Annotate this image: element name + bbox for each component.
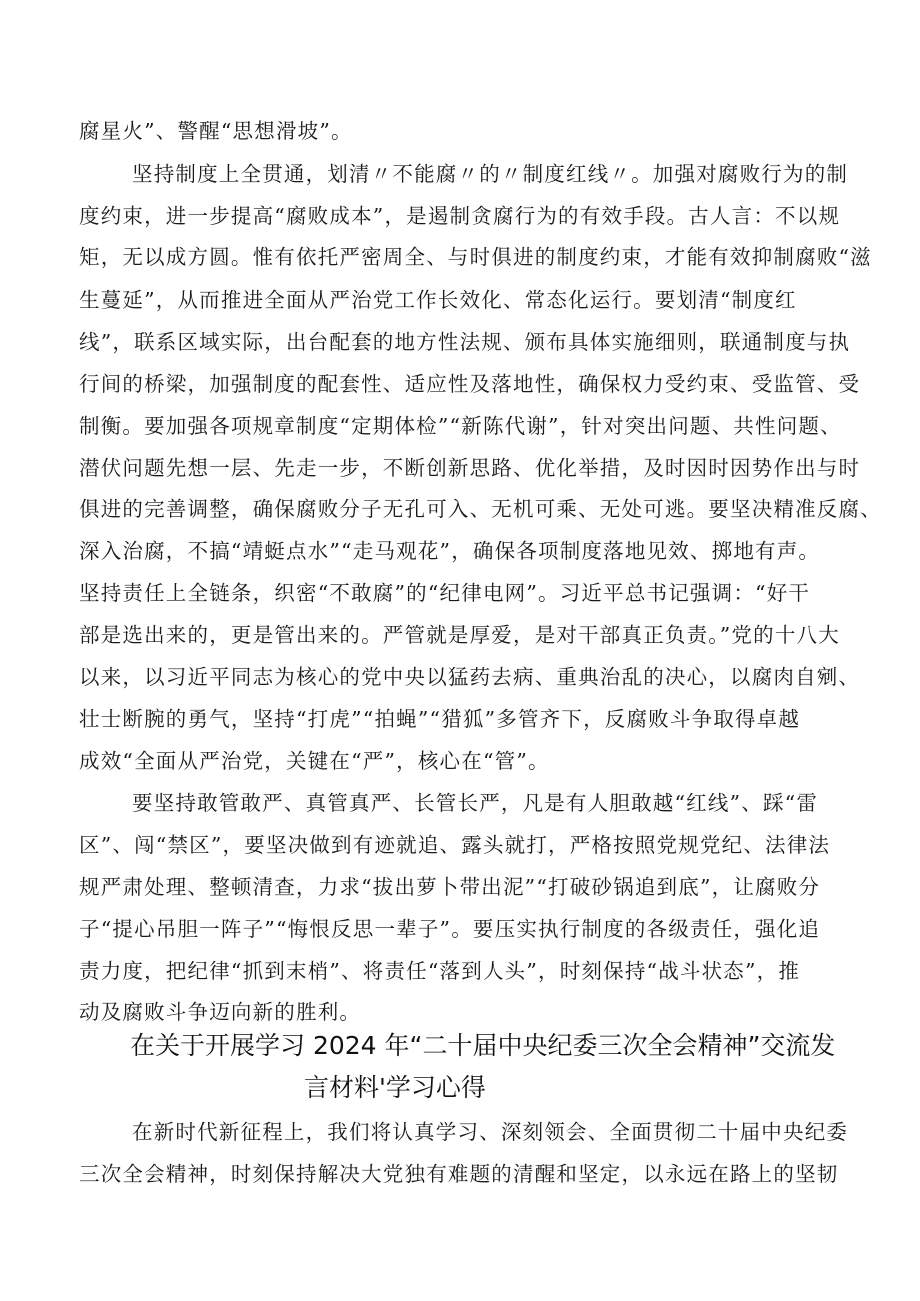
paragraph-line: 度约束，进一步提高“腐败成本”，是遏制贪腐行为的有效手段。古人言：不以规 <box>79 204 841 228</box>
paragraph-line: 坚持制度上全贯通，划清〃不能腐〃的〃制度红线〃。加强对腐败行为的制 <box>132 162 849 186</box>
section-heading-line1: 在关于开展学习 2024 年“二十届中央纪委三次全会精神”交流发 <box>130 1031 836 1060</box>
paragraph-line: 深入治腐，不搞“靖蜓点水”“走马观花”，确保各项制度落地见效、掷地有声。 <box>79 539 821 563</box>
paragraph-line: 责力度，把纪律“抓到末梢”、将责任“落到人头”，时刻保持“战斗状态”，推 <box>79 959 801 983</box>
paragraph-line: 制衡。要加强各项规章制度“定期体检”“新陈代谢”，针对突出问题、共性问题、 <box>79 414 842 438</box>
paragraph-line: 规严肃处理、整顿清查，力求“拔出萝卜带出泥”“打破砂锅追到底”，让腐败分 <box>79 875 821 899</box>
paragraph-line: 线”，联系区域实际，出台配套的地方性法规、颁布具体实施细则，联通制度与执 <box>79 330 851 354</box>
paragraph-line: 俱进的完善调整，确保腐败分子无孔可入、无机可乘、无处可逃。要坚决精准反腐、 <box>79 497 882 521</box>
paragraph-line: 部是选出来的，更是管出来的。严管就是厚爱，是对干部真正负责。”党的十八大 <box>79 623 840 647</box>
paragraph-line: 要坚持敢管敢严、真管真严、长管长严，凡是有人胆敢越“红线”、踩“雷 <box>132 791 819 815</box>
paragraph-line: 三次全会精神，时刻保持解决大党独有难题的清醒和坚定，以永远在路上的坚韧 <box>79 1162 839 1186</box>
paragraph-line: 行间的桥梁，加强制度的配套性、适应性及落地性，确保权力受约束、受监管、受 <box>79 372 861 396</box>
paragraph-line: 区”、闯“禁区”，要坚决做到有迹就追、露头就打，严格按照党规党纪、法律法 <box>79 833 831 857</box>
paragraph-line: 潜伏问题先想一层、先走一步，不断创新思路、优化举措，及时因时因势作出与时 <box>79 456 861 480</box>
paragraph-line: 腐星火”、警醒“思想滑坡”。 <box>79 119 353 143</box>
paragraph-line: 在新时代新征程上，我们将认真学习、深刻领会、全面贯彻二十届中央纪委 <box>132 1120 849 1144</box>
paragraph-line: 矩，无以成方圆。惟有依托严密周全、与时俱进的制度约束，才能有效抑制腐败“滋 <box>79 245 872 269</box>
paragraph-line: 动及腐败斗争迈向新的胜利。 <box>79 1000 362 1024</box>
paragraph-line: 壮士断腕的勇气，坚持“打虎”“拍蝇”“猎狐”多管齐下，反腐败斗争取得卓越 <box>79 707 801 731</box>
paragraph-line: 子“提心吊胆一阵子”“悔恨反思一辈子”。要压实执行制度的各级责任，强化追 <box>79 917 821 941</box>
paragraph-line: 坚持责任上全链条，织密“不敢腐”的“纪律电网”。习近平总书记强调：“好干 <box>79 581 811 605</box>
paragraph-line: 成效“全面从严治党，关键在“严”，核心在“管”。 <box>79 749 550 773</box>
paragraph-line: 生蔓延”，从而推进全面从严治党工作长效化、常态化运行。要划清“制度红 <box>79 288 797 312</box>
paragraph-line: 以来，以习近平同志为核心的党中央以猛药去病、重典治乱的决心，以腐肉自剜、 <box>79 665 861 689</box>
section-heading-line2: 言材料'学习心得 <box>304 1073 486 1102</box>
